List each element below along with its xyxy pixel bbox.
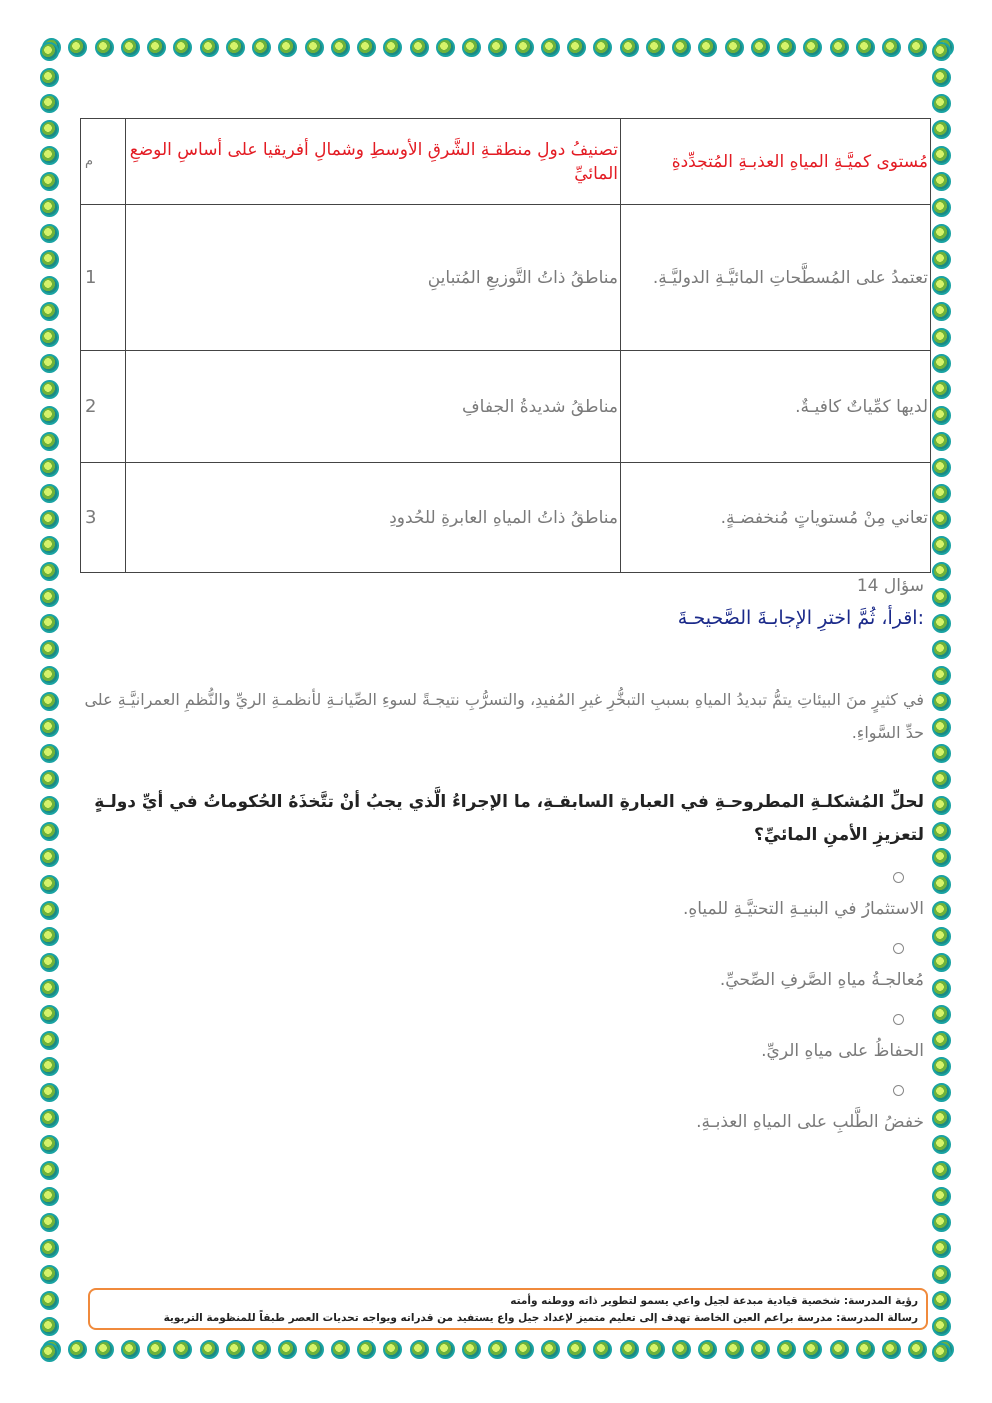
classification-table xyxy=(80,118,930,573)
globe-icon xyxy=(932,1291,951,1310)
globe-icon xyxy=(751,1340,770,1359)
page-border-left xyxy=(40,42,62,1362)
globe-icon xyxy=(593,1340,612,1359)
globe-icon xyxy=(40,1317,59,1336)
globe-icon xyxy=(488,1340,507,1359)
option-4-radio[interactable] xyxy=(893,1085,904,1096)
globe-icon xyxy=(932,94,951,113)
row-classification: مناطقُ ذاتُ التَّوزيعِ المُتباينِ xyxy=(126,205,621,351)
globe-icon xyxy=(40,536,59,555)
globe-icon xyxy=(462,1340,481,1359)
globe-icon xyxy=(932,770,951,789)
globe-icon xyxy=(932,1057,951,1076)
globe-icon xyxy=(932,42,951,61)
globe-icon xyxy=(40,380,59,399)
globe-icon xyxy=(357,38,376,57)
globe-icon xyxy=(252,1340,271,1359)
globe-icon xyxy=(932,1239,951,1258)
globe-icon xyxy=(40,224,59,243)
globe-icon xyxy=(40,42,59,61)
globe-icon xyxy=(932,224,951,243)
header-classification: تصنيفُ دولِ منطقـةِ الشَّرقِ الأوسطِ وشمالِ أفريقيا على أساسِ الوضعِ المائيِّ xyxy=(126,119,621,205)
globe-icon xyxy=(40,901,59,920)
table-row xyxy=(81,205,931,351)
globe-icon xyxy=(698,1340,717,1359)
question-instruction: :اقرأ، ثُمَّ اخترِ الإجابـةَ الصَّحيحـةَ xyxy=(677,607,924,629)
globe-icon xyxy=(932,354,951,373)
globe-icon xyxy=(932,588,951,607)
globe-icon xyxy=(436,38,455,57)
globe-icon xyxy=(410,38,429,57)
option-2-label[interactable]: مُعالجـةُ مياهِ الصَّرفِ الصِّحيِّ. xyxy=(719,970,924,990)
globe-icon xyxy=(40,796,59,815)
globe-icon xyxy=(40,276,59,295)
globe-icon xyxy=(305,38,324,57)
globe-icon xyxy=(932,1135,951,1154)
globe-icon xyxy=(541,38,560,57)
globe-icon xyxy=(932,927,951,946)
globe-icon xyxy=(40,250,59,269)
globe-icon xyxy=(725,1340,744,1359)
globe-icon xyxy=(357,1340,376,1359)
globe-icon xyxy=(856,38,875,57)
globe-icon xyxy=(305,1340,324,1359)
globe-icon xyxy=(383,38,402,57)
globe-icon xyxy=(777,38,796,57)
globe-icon xyxy=(593,38,612,57)
globe-icon xyxy=(932,198,951,217)
globe-icon xyxy=(932,744,951,763)
globe-icon xyxy=(147,38,166,57)
option-1-radio[interactable] xyxy=(893,872,904,883)
globe-icon xyxy=(620,38,639,57)
globe-icon xyxy=(932,848,951,867)
globe-icon xyxy=(541,1340,560,1359)
globe-icon xyxy=(200,38,219,57)
globe-icon xyxy=(226,38,245,57)
globe-icon xyxy=(932,822,951,841)
globe-icon xyxy=(436,1340,455,1359)
question-number: سؤال 14 xyxy=(856,576,924,596)
globe-icon xyxy=(932,640,951,659)
row-level: تعتمدُ على المُسطَّحاتِ المائيَّـةِ الدوليَّـةِ. xyxy=(621,205,931,351)
globe-icon xyxy=(40,1161,59,1180)
globe-icon xyxy=(278,1340,297,1359)
globe-icon xyxy=(932,172,951,191)
option-3-radio[interactable] xyxy=(893,1014,904,1025)
globe-icon xyxy=(40,927,59,946)
globe-icon xyxy=(777,1340,796,1359)
globe-icon xyxy=(567,1340,586,1359)
globe-icon xyxy=(932,328,951,347)
row-level: لديها كمِّياتٌ كافيـةٌ. xyxy=(621,351,931,463)
globe-icon xyxy=(803,1340,822,1359)
page-border-top xyxy=(42,38,954,60)
row-number: 3 xyxy=(81,463,126,573)
globe-icon xyxy=(932,120,951,139)
globe-icon xyxy=(856,1340,875,1359)
globe-icon xyxy=(40,848,59,867)
globe-icon xyxy=(40,68,59,87)
globe-icon xyxy=(932,1005,951,1024)
globe-icon xyxy=(803,38,822,57)
question-prompt: لحلِّ المُشكلـةِ المطروحـةِ في العبارةِ السابقـةِ، ما الإجراءُ الَّذي يجبُ أنْ تتَّخذَهُ الحُكوماتُ في أيِّ دولـةٍ لتعزيزِ الأمنِ المائيِّ؟ xyxy=(94,792,924,845)
globe-icon xyxy=(40,1187,59,1206)
header-water-level: مُستوى كميَّـةِ المياهِ العذبـةِ المُتجدِّدةِ xyxy=(621,119,931,205)
globe-icon xyxy=(646,1340,665,1359)
globe-icon xyxy=(932,1317,951,1336)
table-row xyxy=(81,463,931,573)
globe-icon xyxy=(488,38,507,57)
globe-icon xyxy=(932,718,951,737)
globe-icon xyxy=(932,1083,951,1102)
globe-icon xyxy=(932,380,951,399)
globe-icon xyxy=(882,38,901,57)
row-level: تعاني مِنْ مُستوياتٍ مُنخفضـةٍ. xyxy=(621,463,931,573)
globe-icon xyxy=(40,458,59,477)
globe-icon xyxy=(932,536,951,555)
page-border-bottom xyxy=(42,1340,954,1362)
option-2-radio[interactable] xyxy=(893,943,904,954)
row-classification: مناطقُ شديدةُ الجفافِ xyxy=(126,351,621,463)
globe-icon xyxy=(932,666,951,685)
globe-icon xyxy=(40,510,59,529)
globe-icon xyxy=(252,38,271,57)
globe-icon xyxy=(932,692,951,711)
globe-icon xyxy=(515,1340,534,1359)
globe-icon xyxy=(40,198,59,217)
globe-icon xyxy=(40,1005,59,1024)
globe-icon xyxy=(40,1343,59,1362)
globe-icon xyxy=(751,38,770,57)
globe-icon xyxy=(725,38,744,57)
globe-icon xyxy=(932,302,951,321)
globe-icon xyxy=(932,458,951,477)
globe-icon xyxy=(147,1340,166,1359)
globe-icon xyxy=(200,1340,219,1359)
globe-icon xyxy=(40,875,59,894)
globe-icon xyxy=(672,1340,691,1359)
globe-icon xyxy=(173,1340,192,1359)
globe-icon xyxy=(40,953,59,972)
globe-icon xyxy=(932,614,951,633)
globe-icon xyxy=(40,588,59,607)
page-border-right xyxy=(932,42,954,1362)
globe-icon xyxy=(932,1031,951,1050)
globe-icon xyxy=(40,614,59,633)
globe-icon xyxy=(932,484,951,503)
globe-icon xyxy=(40,172,59,191)
globe-icon xyxy=(932,1213,951,1232)
table-row xyxy=(81,351,931,463)
globe-icon xyxy=(932,146,951,165)
globe-icon xyxy=(40,770,59,789)
globe-icon xyxy=(40,146,59,165)
globe-icon xyxy=(40,822,59,841)
globe-icon xyxy=(40,1213,59,1232)
globe-icon xyxy=(40,692,59,711)
globe-icon xyxy=(40,1265,59,1284)
globe-icon xyxy=(932,1109,951,1128)
globe-icon xyxy=(932,562,951,581)
globe-icon xyxy=(932,901,951,920)
globe-icon xyxy=(40,120,59,139)
globe-icon xyxy=(410,1340,429,1359)
globe-icon xyxy=(830,1340,849,1359)
globe-icon xyxy=(882,1340,901,1359)
header-number: م xyxy=(81,119,126,205)
school-footer xyxy=(88,1288,928,1330)
globe-icon xyxy=(40,718,59,737)
globe-icon xyxy=(40,1291,59,1310)
globe-icon xyxy=(40,1109,59,1128)
globe-icon xyxy=(40,640,59,659)
globe-icon xyxy=(567,38,586,57)
globe-icon xyxy=(40,484,59,503)
globe-icon xyxy=(40,94,59,113)
globe-icon xyxy=(40,666,59,685)
globe-icon xyxy=(908,1340,927,1359)
globe-icon xyxy=(672,38,691,57)
option-1-label[interactable]: الاستثمارُ في البنيـةِ التحتيَّـةِ للمياهِ. xyxy=(682,899,924,919)
globe-icon xyxy=(932,1161,951,1180)
globe-icon xyxy=(932,875,951,894)
row-number: 2 xyxy=(81,351,126,463)
globe-icon xyxy=(95,1340,114,1359)
globe-icon xyxy=(932,510,951,529)
globe-icon xyxy=(40,1057,59,1076)
school-vision: رؤية المدرسة: شخصية قيادية مبدعة لجيل واعي يسمو لتطوير ذاته ووطنه وأمته xyxy=(510,1295,918,1307)
globe-icon xyxy=(698,38,717,57)
globe-icon xyxy=(40,328,59,347)
question-passage: في كثيرٍ منَ البيئاتِ يتمُّ تبديدُ المياهِ بسببِ التبخُّرِ غيرِ المُفيدِ، والتسرُّبِ نتيجـةً لسوءِ الصِّيانـةِ لأنظمـةِ الريِّ والنُّظمِ العمرانيَّـةِ على حدِّ السَّواءِ. xyxy=(84,690,924,742)
globe-icon xyxy=(68,38,87,57)
globe-icon xyxy=(68,1340,87,1359)
globe-icon xyxy=(932,1187,951,1206)
globe-icon xyxy=(830,38,849,57)
globe-icon xyxy=(40,302,59,321)
globe-icon xyxy=(40,1239,59,1258)
globe-icon xyxy=(932,796,951,815)
globe-icon xyxy=(226,1340,245,1359)
globe-icon xyxy=(932,276,951,295)
globe-icon xyxy=(95,38,114,57)
globe-icon xyxy=(646,38,665,57)
globe-icon xyxy=(932,432,951,451)
globe-icon xyxy=(620,1340,639,1359)
globe-icon xyxy=(40,744,59,763)
globe-icon xyxy=(383,1340,402,1359)
globe-icon xyxy=(932,406,951,425)
globe-icon xyxy=(932,250,951,269)
globe-icon xyxy=(932,979,951,998)
globe-icon xyxy=(278,38,297,57)
globe-icon xyxy=(462,38,481,57)
globe-icon xyxy=(40,1031,59,1050)
option-3-label[interactable]: الحفاظُ على مياهِ الريِّ. xyxy=(761,1041,924,1061)
globe-icon xyxy=(932,953,951,972)
globe-icon xyxy=(40,406,59,425)
globe-icon xyxy=(121,38,140,57)
option-4-label[interactable]: خفضُ الطَّلبِ على المياهِ العذبـةِ. xyxy=(696,1112,924,1132)
globe-icon xyxy=(932,68,951,87)
globe-icon xyxy=(40,1135,59,1154)
globe-icon xyxy=(908,38,927,57)
globe-icon xyxy=(40,1083,59,1102)
globe-icon xyxy=(932,1265,951,1284)
globe-icon xyxy=(121,1340,140,1359)
globe-icon xyxy=(515,38,534,57)
school-mission: رسالة المدرسة: مدرسة براعم العين الخاصة تهدف إلى تعليم متميز لإعداد جيل واع يستفيد من قدراته ويواجه تحديات العصر طبقاً للمنظومة التربوية xyxy=(163,1312,918,1324)
globe-icon xyxy=(331,1340,350,1359)
globe-icon xyxy=(932,1343,951,1362)
globe-icon xyxy=(331,38,350,57)
globe-icon xyxy=(40,432,59,451)
globe-icon xyxy=(40,354,59,373)
row-classification: مناطقُ ذاتُ المياهِ العابرةِ للحُدودِ xyxy=(126,463,621,573)
globe-icon xyxy=(173,38,192,57)
globe-icon xyxy=(40,562,59,581)
table-header-row xyxy=(81,119,931,205)
row-number: 1 xyxy=(81,205,126,351)
globe-icon xyxy=(40,979,59,998)
